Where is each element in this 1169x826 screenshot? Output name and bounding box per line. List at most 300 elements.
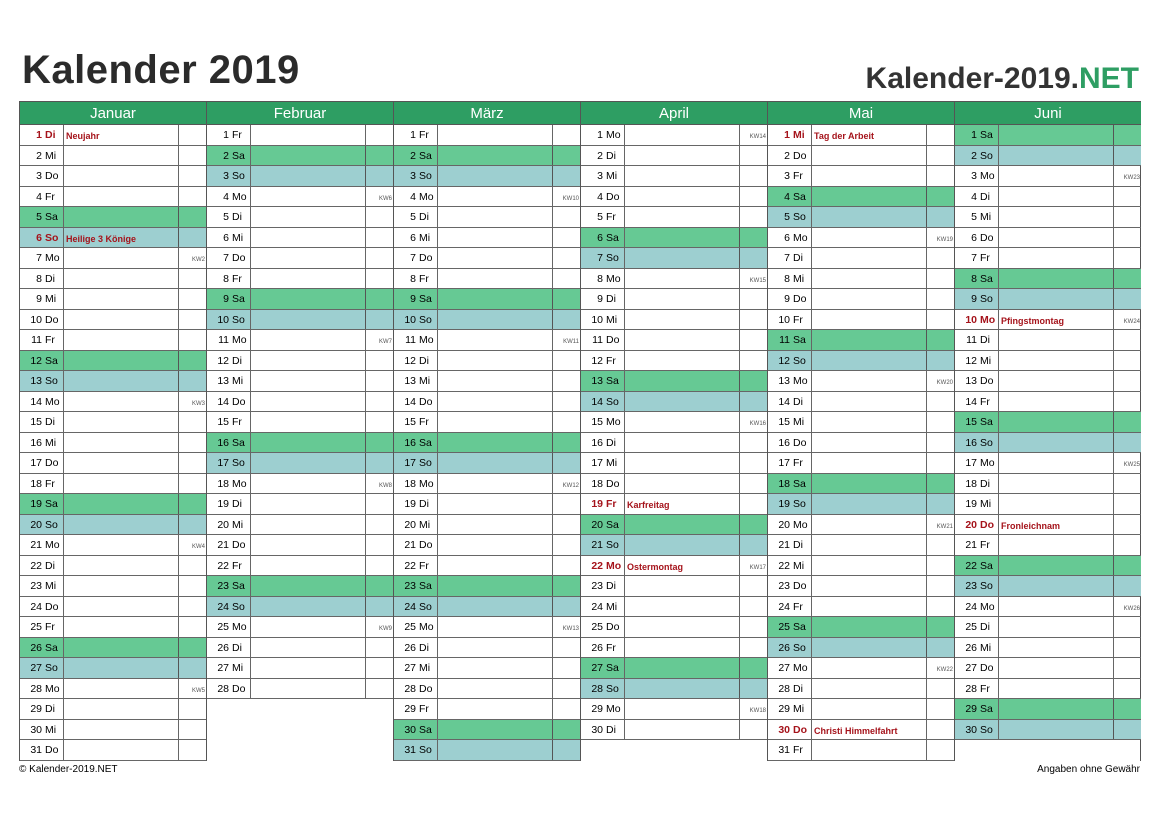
weekday: Sa bbox=[419, 149, 432, 162]
day-row bbox=[768, 187, 954, 208]
cell-divider bbox=[739, 453, 740, 473]
cell-divider bbox=[250, 310, 251, 330]
weekday: Di bbox=[419, 498, 429, 510]
cell-divider bbox=[365, 371, 366, 391]
day-number: 3 bbox=[597, 170, 603, 182]
cell-divider bbox=[552, 699, 553, 719]
day-number: 27 bbox=[404, 662, 416, 674]
day-row bbox=[394, 310, 580, 331]
weekday: Fr bbox=[793, 170, 803, 182]
cell-divider bbox=[365, 187, 366, 207]
weekday: Di bbox=[45, 272, 55, 285]
cell-divider bbox=[63, 740, 64, 760]
cell-divider bbox=[739, 228, 740, 248]
day-row bbox=[581, 207, 767, 228]
cell-divider bbox=[998, 371, 999, 391]
day-row bbox=[955, 515, 1141, 536]
day-row bbox=[581, 248, 767, 269]
week-number: KW26 bbox=[1123, 605, 1140, 612]
day-row bbox=[207, 433, 393, 454]
day-row bbox=[581, 146, 767, 167]
month-column bbox=[394, 101, 581, 761]
cell-divider bbox=[552, 638, 553, 658]
cell-divider bbox=[63, 597, 64, 617]
day-number: 18 bbox=[217, 477, 229, 490]
cell-divider bbox=[365, 330, 366, 350]
day-row bbox=[768, 576, 954, 597]
brand-main: Kalender-2019. bbox=[865, 62, 1079, 95]
weekday: Sa bbox=[980, 416, 993, 428]
day-row bbox=[768, 494, 954, 515]
day-row bbox=[20, 556, 206, 577]
day-row bbox=[955, 187, 1141, 208]
day-number: 27 bbox=[965, 662, 977, 674]
cell-divider bbox=[365, 638, 366, 658]
cell-divider bbox=[552, 535, 553, 555]
day-number: 27 bbox=[217, 662, 229, 674]
day-number: 18 bbox=[591, 477, 603, 490]
day-number: 2 bbox=[410, 149, 416, 162]
day-number: 23 bbox=[30, 580, 42, 592]
cell-divider bbox=[437, 269, 438, 289]
cell-divider bbox=[437, 679, 438, 699]
cell-divider bbox=[552, 330, 553, 350]
cell-divider bbox=[178, 720, 179, 740]
cell-divider bbox=[739, 535, 740, 555]
cell-divider bbox=[552, 412, 553, 432]
cell-divider bbox=[63, 166, 64, 186]
weekday: Di bbox=[232, 211, 242, 223]
weekday: Di bbox=[606, 149, 616, 162]
cell-divider bbox=[250, 556, 251, 576]
cell-divider bbox=[998, 330, 999, 350]
day-number: 21 bbox=[404, 539, 416, 551]
cell-divider bbox=[178, 187, 179, 207]
cell-divider bbox=[624, 412, 625, 432]
cell-divider bbox=[437, 638, 438, 658]
cell-divider bbox=[365, 494, 366, 514]
cell-divider bbox=[250, 679, 251, 699]
day-number: 25 bbox=[217, 621, 229, 633]
day-row bbox=[581, 310, 767, 331]
cell-divider bbox=[998, 269, 999, 289]
cell-divider bbox=[811, 351, 812, 371]
cell-divider bbox=[926, 207, 927, 227]
day-number: 30 bbox=[778, 723, 790, 736]
cell-divider bbox=[811, 371, 812, 391]
day-row bbox=[955, 576, 1141, 597]
weekday: Mi bbox=[980, 498, 992, 510]
day-row bbox=[955, 556, 1141, 577]
cell-divider bbox=[926, 166, 927, 186]
day-row bbox=[394, 392, 580, 413]
cell-divider bbox=[811, 699, 812, 719]
day-number: 17 bbox=[404, 457, 416, 469]
week-number: KW21 bbox=[936, 523, 953, 530]
cell-divider bbox=[624, 617, 625, 637]
weekday: Mi bbox=[606, 170, 618, 182]
weekday: Mo bbox=[606, 703, 621, 715]
cell-divider bbox=[437, 474, 438, 494]
day-row bbox=[581, 617, 767, 638]
cell-divider bbox=[437, 699, 438, 719]
day-number: 5 bbox=[971, 211, 977, 223]
weekday: So bbox=[606, 682, 619, 695]
day-row bbox=[768, 453, 954, 474]
cell-divider bbox=[811, 187, 812, 207]
day-number: 9 bbox=[223, 293, 229, 305]
cell-divider bbox=[624, 556, 625, 576]
day-row bbox=[394, 699, 580, 720]
cell-divider bbox=[250, 207, 251, 227]
day-number: 14 bbox=[404, 395, 416, 408]
day-row bbox=[394, 166, 580, 187]
cell-divider bbox=[926, 535, 927, 555]
day-row bbox=[394, 720, 580, 741]
day-row bbox=[394, 576, 580, 597]
day-number: 23 bbox=[778, 580, 790, 592]
weekday: So bbox=[980, 580, 993, 592]
day-row bbox=[207, 187, 393, 208]
weekday: So bbox=[45, 375, 58, 387]
week-number: KW10 bbox=[562, 195, 579, 202]
cell-divider bbox=[926, 289, 927, 309]
day-number: 16 bbox=[404, 436, 416, 449]
cell-divider bbox=[624, 597, 625, 617]
day-row bbox=[207, 228, 393, 249]
cell-divider bbox=[250, 228, 251, 248]
cell-divider bbox=[811, 392, 812, 412]
cell-divider bbox=[1113, 125, 1114, 145]
cell-divider bbox=[250, 146, 251, 166]
day-row bbox=[207, 597, 393, 618]
day-row bbox=[955, 658, 1141, 679]
cell-divider bbox=[63, 310, 64, 330]
cell-divider bbox=[178, 248, 179, 268]
weekday: Sa bbox=[45, 498, 58, 510]
weekday: So bbox=[232, 600, 245, 613]
weekday: Do bbox=[980, 518, 994, 531]
day-row bbox=[20, 289, 206, 310]
weekday: Do bbox=[419, 252, 433, 264]
cell-divider bbox=[365, 597, 366, 617]
weekday: Sa bbox=[606, 662, 619, 674]
day-row bbox=[955, 330, 1141, 351]
cell-divider bbox=[1113, 720, 1114, 740]
cell-divider bbox=[178, 125, 179, 145]
day-row bbox=[20, 597, 206, 618]
cell-divider bbox=[552, 679, 553, 699]
cell-divider bbox=[250, 412, 251, 432]
weekday: Mo bbox=[793, 231, 808, 244]
day-number: 3 bbox=[36, 170, 42, 182]
day-number: 7 bbox=[36, 252, 42, 264]
cell-divider bbox=[552, 125, 553, 145]
cell-divider bbox=[437, 207, 438, 227]
day-row bbox=[20, 474, 206, 495]
cell-divider bbox=[552, 658, 553, 678]
cell-divider bbox=[63, 535, 64, 555]
weekday: Mo bbox=[980, 170, 995, 182]
day-number: 26 bbox=[217, 641, 229, 654]
cell-divider bbox=[624, 535, 625, 555]
cell-divider bbox=[63, 269, 64, 289]
weekday: Mo bbox=[232, 621, 247, 633]
cell-divider bbox=[437, 228, 438, 248]
cell-divider bbox=[365, 269, 366, 289]
cell-divider bbox=[552, 617, 553, 637]
cell-divider bbox=[624, 515, 625, 535]
cell-divider bbox=[250, 535, 251, 555]
cell-divider bbox=[552, 146, 553, 166]
cell-divider bbox=[365, 289, 366, 309]
day-number: 17 bbox=[591, 457, 603, 469]
cell-divider bbox=[1113, 679, 1114, 699]
day-number: 11 bbox=[592, 334, 603, 346]
month-column bbox=[20, 101, 207, 761]
day-number: 28 bbox=[217, 682, 229, 695]
weekday: Fr bbox=[45, 477, 55, 490]
day-number: 15 bbox=[591, 416, 603, 428]
day-number: 5 bbox=[597, 211, 603, 223]
weekday: So bbox=[419, 313, 432, 326]
day-row bbox=[581, 474, 767, 495]
day-number: 11 bbox=[218, 334, 229, 346]
weekday: Mo bbox=[419, 190, 434, 203]
cell-divider bbox=[250, 248, 251, 268]
day-row bbox=[955, 310, 1141, 331]
cell-divider bbox=[552, 392, 553, 412]
weekday: Di bbox=[606, 723, 616, 736]
weekday: Di bbox=[606, 580, 616, 592]
weekday: Do bbox=[419, 395, 433, 408]
cell-divider bbox=[437, 248, 438, 268]
cell-divider bbox=[926, 187, 927, 207]
cell-divider bbox=[552, 515, 553, 535]
weekday: Mo bbox=[980, 313, 996, 326]
cell-divider bbox=[437, 187, 438, 207]
day-row bbox=[20, 658, 206, 679]
cell-divider bbox=[998, 392, 999, 412]
weekday: Do bbox=[793, 149, 807, 162]
cell-divider bbox=[1113, 638, 1114, 658]
cell-divider bbox=[365, 453, 366, 473]
weekday: Mi bbox=[232, 375, 244, 387]
day-row bbox=[955, 720, 1141, 741]
day-number: 28 bbox=[30, 682, 42, 695]
weekday: Fr bbox=[419, 416, 429, 428]
weekday: Mi bbox=[980, 354, 992, 367]
cell-divider bbox=[178, 392, 179, 412]
cell-divider bbox=[250, 658, 251, 678]
cell-divider bbox=[998, 310, 999, 330]
day-number: 14 bbox=[30, 395, 42, 408]
cell-divider bbox=[437, 453, 438, 473]
week-number: KW3 bbox=[191, 400, 205, 407]
week-number: KW17 bbox=[749, 564, 766, 571]
day-row bbox=[955, 248, 1141, 269]
weekday: Do bbox=[793, 580, 807, 592]
day-row bbox=[955, 638, 1141, 659]
day-number: 21 bbox=[965, 539, 977, 551]
day-row bbox=[581, 576, 767, 597]
cell-divider bbox=[63, 125, 64, 145]
weekday: Sa bbox=[419, 723, 432, 736]
cell-divider bbox=[437, 125, 438, 145]
weekday: Mi bbox=[980, 641, 992, 654]
weekday: Do bbox=[45, 313, 59, 326]
weekday: Sa bbox=[793, 334, 806, 346]
cell-divider bbox=[739, 638, 740, 658]
cell-divider bbox=[250, 453, 251, 473]
cell-divider bbox=[998, 228, 999, 248]
cell-divider bbox=[926, 248, 927, 268]
cell-divider bbox=[1113, 556, 1114, 576]
holiday-name: Heilige 3 Könige bbox=[66, 233, 137, 244]
cell-divider bbox=[739, 125, 740, 145]
cell-divider bbox=[998, 494, 999, 514]
cell-divider bbox=[63, 453, 64, 473]
day-row bbox=[768, 535, 954, 556]
cell-divider bbox=[739, 699, 740, 719]
day-number: 11 bbox=[966, 334, 977, 346]
day-number: 7 bbox=[597, 252, 603, 264]
holiday-name: Neujahr bbox=[66, 131, 100, 141]
day-number: 12 bbox=[404, 354, 416, 367]
day-number: 5 bbox=[410, 211, 416, 223]
day-row bbox=[394, 412, 580, 433]
day-row bbox=[394, 351, 580, 372]
day-number: 17 bbox=[30, 457, 42, 469]
cell-divider bbox=[811, 740, 812, 760]
day-number: 31 bbox=[778, 744, 790, 756]
day-number: 9 bbox=[784, 293, 790, 305]
cell-divider bbox=[437, 617, 438, 637]
day-number: 24 bbox=[30, 600, 42, 613]
day-number: 25 bbox=[404, 621, 416, 633]
day-row bbox=[207, 679, 393, 700]
day-row bbox=[581, 597, 767, 618]
day-row bbox=[581, 166, 767, 187]
day-row bbox=[768, 699, 954, 720]
cell-divider bbox=[437, 720, 438, 740]
day-number: 26 bbox=[778, 641, 790, 654]
cell-divider bbox=[624, 453, 625, 473]
day-row bbox=[20, 125, 206, 146]
day-number: 13 bbox=[778, 375, 790, 387]
day-row bbox=[20, 310, 206, 331]
weekday: Mi bbox=[45, 149, 57, 162]
day-row bbox=[768, 433, 954, 454]
day-row bbox=[394, 187, 580, 208]
day-row bbox=[768, 248, 954, 269]
cell-divider bbox=[926, 433, 927, 453]
weekday: Fr bbox=[793, 313, 803, 326]
cell-divider bbox=[178, 412, 179, 432]
holiday-name: Ostermontag bbox=[627, 561, 684, 572]
cell-divider bbox=[178, 638, 179, 658]
cell-divider bbox=[552, 187, 553, 207]
weekday: Sa bbox=[45, 354, 58, 367]
day-number: 17 bbox=[965, 457, 977, 469]
week-number: KW9 bbox=[378, 626, 392, 632]
day-number: 1 bbox=[36, 129, 42, 141]
day-row bbox=[955, 289, 1141, 310]
weekday: Do bbox=[45, 170, 59, 182]
cell-divider bbox=[998, 453, 999, 473]
cell-divider bbox=[811, 535, 812, 555]
day-number: 10 bbox=[591, 313, 603, 326]
week-number: KW8 bbox=[378, 482, 392, 489]
day-row bbox=[20, 146, 206, 167]
cell-divider bbox=[998, 576, 999, 596]
cell-divider bbox=[811, 515, 812, 535]
cell-divider bbox=[437, 371, 438, 391]
cell-divider bbox=[178, 146, 179, 166]
day-row bbox=[768, 166, 954, 187]
cell-divider bbox=[63, 248, 64, 268]
cell-divider bbox=[250, 351, 251, 371]
day-number: 28 bbox=[778, 682, 790, 695]
day-number: 30 bbox=[404, 723, 416, 736]
day-row bbox=[394, 556, 580, 577]
cell-divider bbox=[250, 474, 251, 494]
cell-divider bbox=[624, 187, 625, 207]
cell-divider bbox=[552, 597, 553, 617]
day-row bbox=[768, 330, 954, 351]
cell-divider bbox=[63, 699, 64, 719]
day-row bbox=[581, 515, 767, 536]
day-number: 13 bbox=[30, 375, 42, 387]
day-row bbox=[207, 556, 393, 577]
weekday: Do bbox=[980, 375, 994, 387]
cell-divider bbox=[437, 412, 438, 432]
weekday: Do bbox=[419, 682, 433, 695]
weekday: Do bbox=[606, 334, 620, 346]
day-number: 30 bbox=[30, 723, 42, 736]
cell-divider bbox=[178, 474, 179, 494]
weekday: Di bbox=[419, 354, 429, 367]
day-row bbox=[20, 330, 206, 351]
cell-divider bbox=[63, 617, 64, 637]
weekday: So bbox=[45, 518, 58, 531]
cell-divider bbox=[926, 330, 927, 350]
cell-divider bbox=[250, 125, 251, 145]
cell-divider bbox=[624, 679, 625, 699]
day-row bbox=[207, 453, 393, 474]
day-number: 1 bbox=[223, 129, 229, 141]
cell-divider bbox=[739, 679, 740, 699]
cell-divider bbox=[1113, 371, 1114, 391]
cell-divider bbox=[926, 371, 927, 391]
cell-divider bbox=[178, 228, 179, 248]
day-number: 25 bbox=[965, 621, 977, 633]
day-number: 8 bbox=[971, 272, 977, 285]
cell-divider bbox=[998, 166, 999, 186]
day-row bbox=[20, 166, 206, 187]
day-number: 20 bbox=[217, 518, 229, 531]
day-number: 1 bbox=[410, 129, 416, 141]
day-row bbox=[207, 207, 393, 228]
day-number: 6 bbox=[410, 231, 416, 244]
day-number: 21 bbox=[591, 539, 603, 551]
cell-divider bbox=[811, 412, 812, 432]
cell-divider bbox=[365, 515, 366, 535]
cell-divider bbox=[998, 699, 999, 719]
day-row bbox=[207, 125, 393, 146]
cell-divider bbox=[1113, 576, 1114, 596]
week-number: KW16 bbox=[749, 421, 766, 427]
